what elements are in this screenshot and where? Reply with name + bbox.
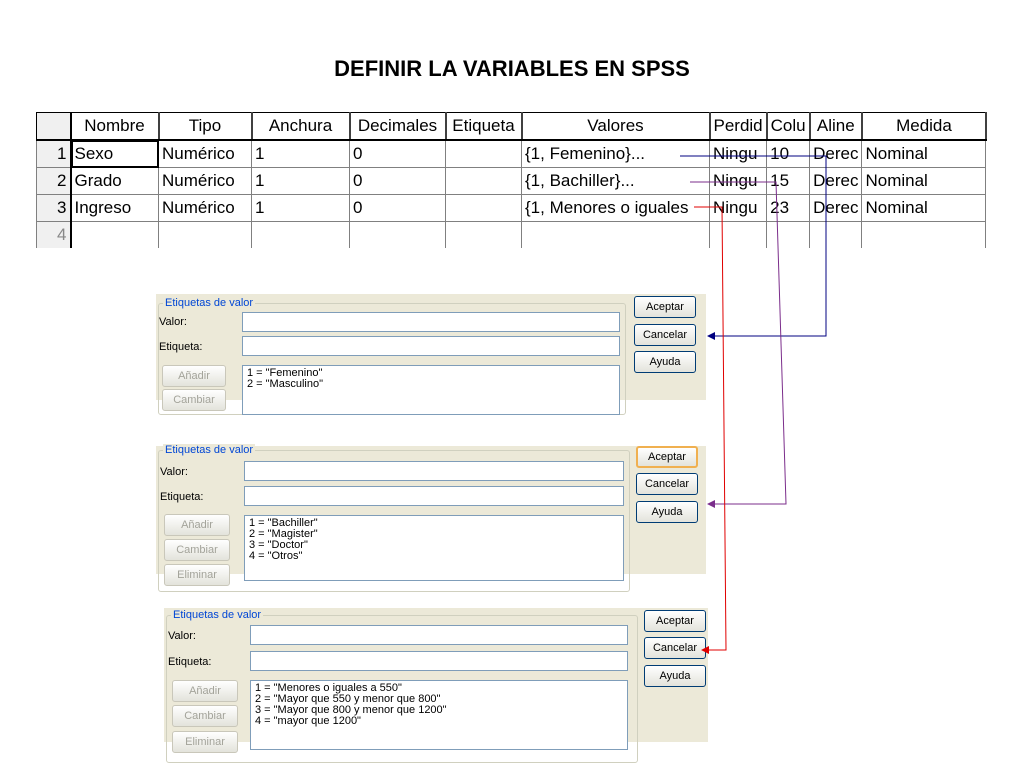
etiqueta-label: Etiqueta: <box>160 491 204 503</box>
cell-etiqueta[interactable] <box>446 195 522 222</box>
value-labels-dialog-grado <box>156 444 706 581</box>
table-row <box>37 168 986 195</box>
cell-nombre[interactable]: Sexo <box>71 140 159 168</box>
cell-tipo[interactable]: Numérico <box>159 195 252 222</box>
cancel-button[interactable]: Cancelar <box>636 473 698 495</box>
cell-medida[interactable]: Nominal <box>862 140 986 168</box>
etiqueta-label: Etiqueta: <box>159 341 203 353</box>
list-item[interactable]: 3 = "Mayor que 800 y menor que 1200" <box>255 704 447 716</box>
cell-decimales[interactable]: 0 <box>350 168 446 195</box>
cell-valores[interactable] <box>522 222 710 249</box>
variable-view-grid <box>36 112 987 248</box>
page-title: DEFINIR LA VARIABLES EN SPSS <box>334 56 690 81</box>
etiqueta-label: Etiqueta: <box>168 656 212 668</box>
list-item[interactable]: 2 = "Masculino" <box>247 378 323 390</box>
cell-alineacion[interactable] <box>810 222 862 249</box>
cancel-button[interactable]: Cancelar <box>634 324 696 346</box>
cell-tipo[interactable]: Numérico <box>159 140 252 168</box>
etiqueta-input[interactable] <box>244 486 624 506</box>
column-header-etiqueta[interactable]: Etiqueta <box>446 113 522 141</box>
valor-input[interactable] <box>244 461 624 481</box>
column-header-medida[interactable]: Medida <box>862 113 986 141</box>
cell-decimales[interactable]: 0 <box>350 195 446 222</box>
cell-alineacion[interactable]: Derec <box>810 168 862 195</box>
cell-columnas[interactable]: 23 <box>767 195 810 222</box>
column-header-valores[interactable]: Valores <box>522 113 710 141</box>
cell-valores[interactable]: {1, Femenino}... <box>522 140 710 168</box>
valor-label: Valor: <box>159 316 187 328</box>
etiqueta-input[interactable] <box>242 336 620 356</box>
change-button[interactable]: Cambiar <box>164 539 230 561</box>
column-header-perdidos[interactable]: Perdid <box>710 113 767 141</box>
cell-etiqueta[interactable] <box>446 168 522 195</box>
cell-alineacion[interactable]: Derec <box>810 140 862 168</box>
cell-perdidos[interactable]: Ningu <box>710 140 767 168</box>
value-labels-dialog-sexo <box>156 294 706 406</box>
value-labels-list[interactable] <box>244 515 624 581</box>
cell-alineacion[interactable]: Derec <box>810 195 862 222</box>
change-button[interactable]: Cambiar <box>172 705 238 727</box>
column-header-decimales[interactable]: Decimales <box>350 113 446 141</box>
cell-anchura[interactable] <box>252 222 350 249</box>
group-legend: Etiquetas de valor <box>165 297 254 309</box>
accept-button[interactable]: Aceptar <box>636 446 698 468</box>
grid-header-row <box>37 113 986 141</box>
cell-medida[interactable] <box>862 222 986 249</box>
add-button[interactable]: Añadir <box>164 514 230 536</box>
list-item[interactable]: 2 = "Magister" <box>249 528 318 540</box>
connector-ingreso-arrow <box>694 207 726 650</box>
valor-input[interactable] <box>250 625 628 645</box>
value-labels-list[interactable] <box>242 365 620 415</box>
cell-medida[interactable]: Nominal <box>862 168 986 195</box>
row-number[interactable]: 2 <box>37 168 71 195</box>
cell-columnas[interactable]: 15 <box>767 168 810 195</box>
valor-label: Valor: <box>168 630 196 642</box>
cancel-button[interactable]: Cancelar <box>644 637 706 659</box>
column-header-nombre[interactable]: Nombre <box>71 113 159 141</box>
list-item[interactable]: 1 = "Menores o iguales a 550" <box>255 682 402 694</box>
list-item[interactable]: 1 = "Bachiller" <box>249 517 318 529</box>
cell-anchura[interactable]: 1 <box>252 195 350 222</box>
column-header-alineacion[interactable]: Aline <box>810 113 862 141</box>
cell-perdidos[interactable] <box>710 222 767 249</box>
cell-decimales[interactable] <box>350 222 446 249</box>
list-item[interactable]: 2 = "Mayor que 550 y menor que 800" <box>255 693 441 705</box>
column-header-anchura[interactable]: Anchura <box>252 113 350 141</box>
row-number[interactable]: 4 <box>37 222 71 249</box>
cell-valores[interactable]: {1, Menores o iguales <box>522 195 710 222</box>
add-button[interactable]: Añadir <box>162 365 226 387</box>
remove-button[interactable]: Eliminar <box>172 731 238 753</box>
group-legend: Etiquetas de valor <box>165 444 254 456</box>
corner-cell[interactable] <box>37 113 71 141</box>
column-header-columnas[interactable]: Colu <box>767 113 810 141</box>
cell-perdidos[interactable]: Ningu <box>710 195 767 222</box>
help-button[interactable]: Ayuda <box>634 351 696 373</box>
cell-medida[interactable]: Nominal <box>862 195 986 222</box>
cell-etiqueta[interactable] <box>446 222 522 249</box>
cell-nombre[interactable]: Ingreso <box>71 195 159 222</box>
row-number[interactable]: 1 <box>37 140 71 168</box>
cell-columnas[interactable] <box>767 222 810 249</box>
help-button[interactable]: Ayuda <box>644 665 706 687</box>
cell-decimales[interactable]: 0 <box>350 140 446 168</box>
value-labels-list[interactable] <box>250 680 628 750</box>
add-button[interactable]: Añadir <box>172 680 238 702</box>
column-header-tipo[interactable]: Tipo <box>159 113 252 141</box>
row-number[interactable]: 3 <box>37 195 71 222</box>
valor-input[interactable] <box>242 312 620 332</box>
table-row <box>37 222 986 249</box>
accept-button[interactable]: Aceptar <box>644 610 706 632</box>
cell-perdidos[interactable]: Ningu <box>710 168 767 195</box>
value-labels-dialog-ingreso <box>164 608 708 748</box>
cell-anchura[interactable]: 1 <box>252 168 350 195</box>
change-button[interactable]: Cambiar <box>162 389 226 411</box>
group-legend: Etiquetas de valor <box>173 609 262 621</box>
cell-tipo[interactable] <box>159 222 252 249</box>
list-item[interactable]: 3 = "Doctor" <box>249 539 308 551</box>
accept-button[interactable]: Aceptar <box>634 296 696 318</box>
list-item[interactable]: 4 = "Otros" <box>249 550 303 562</box>
table-row <box>37 195 986 222</box>
list-item[interactable]: 1 = "Femenino" <box>247 367 323 379</box>
cell-anchura[interactable]: 1 <box>252 140 350 168</box>
cell-etiqueta[interactable] <box>446 140 522 168</box>
cell-tipo[interactable]: Numérico <box>159 168 252 195</box>
remove-button[interactable]: Eliminar <box>164 564 230 586</box>
cell-nombre[interactable] <box>71 222 159 249</box>
table-row <box>37 140 986 168</box>
valor-label: Valor: <box>160 466 188 478</box>
cell-nombre[interactable]: Grado <box>71 168 159 195</box>
cell-columnas[interactable]: 10 <box>767 140 810 168</box>
list-item[interactable]: 4 = "mayor que 1200" <box>255 715 361 727</box>
etiqueta-input[interactable] <box>250 651 628 671</box>
help-button[interactable]: Ayuda <box>636 501 698 523</box>
cell-valores[interactable]: {1, Bachiller}... <box>522 168 710 195</box>
